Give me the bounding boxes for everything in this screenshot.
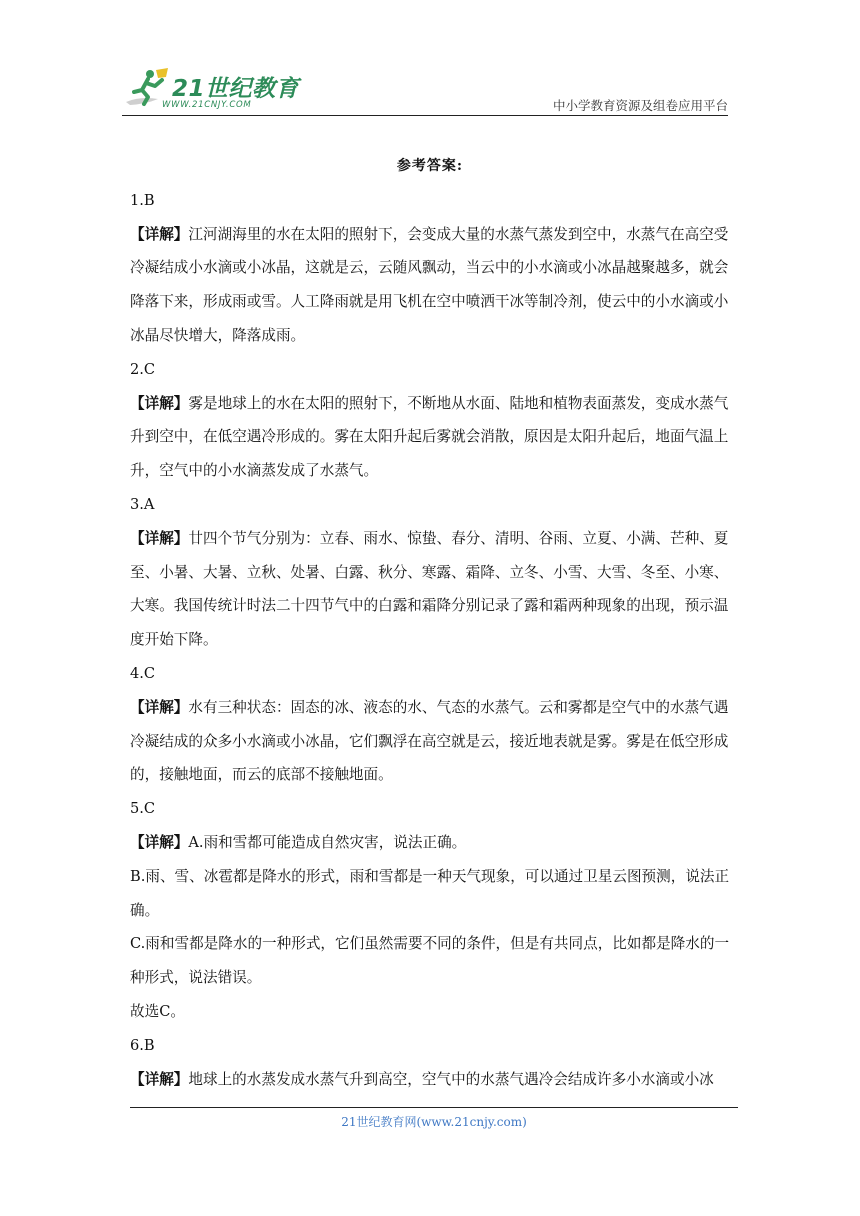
explanation-label: 【详解】 — [130, 529, 189, 547]
footer-divider — [130, 1107, 738, 1108]
answer-item-2 — [130, 353, 730, 488]
answer-number: 3.A — [130, 495, 155, 513]
option-c-explanation: C.雨和雪都是降水的一种形式，它们虽然需要不同的条件，但是有共同点，比如都是降水的一种形式，说法错误。 — [130, 935, 730, 987]
explanation-label: 【详解】 — [130, 833, 189, 851]
explanation-label: 【详解】 — [130, 1070, 189, 1088]
explanation-label: 【详解】 — [130, 225, 189, 243]
explanation-text: 廿四个节气分别为：立春、雨水、惊蛰、春分、清明、谷雨、立夏、小满、芒种、夏至、小暑、大暑、立秋、处暑、白露、秋分、寒露、霜降、立冬、小雪、大雪、冬至、小寒、大寒。我国传统计时法二十四节气中的白露和霜降分别记录了露和霜两种现象的出现，预示温度开始下降。 — [130, 529, 729, 649]
answer-content — [130, 150, 730, 1096]
answer-explanation — [130, 1063, 730, 1097]
answer-number: 4.C — [130, 664, 156, 682]
answer-item-3 — [130, 488, 730, 657]
platform-slogan: 中小学教育资源及组卷应用平台 — [552, 98, 728, 113]
answer-explanation — [130, 691, 730, 792]
answer-explanation — [130, 522, 730, 657]
page-header — [122, 62, 728, 118]
answer-item-1 — [130, 184, 730, 353]
answer-number: 2.C — [130, 360, 156, 378]
logo-url: WWW.21CNJY.COM — [162, 100, 252, 110]
explanation-text: A.雨和雪都可能造成自然灾害，说法正确。 — [188, 833, 467, 851]
final-choice: 故选C。 — [130, 1002, 185, 1020]
answer-explanation — [130, 387, 730, 488]
explanation-label: 【详解】 — [130, 698, 189, 716]
answer-item-6 — [130, 1029, 730, 1097]
site-logo — [122, 62, 298, 114]
answer-explanation — [130, 218, 730, 353]
explanation-text: 雾是地球上的水在太阳的照射下，不断地从水面、陆地和植物表面蒸发，变成水蒸气升到空中，在低空遇冷形成的。雾在太阳升起后雾就会消散，原因是太阳升起后，地面气温上升，空气中的小水滴蒸发成了水蒸气。 — [130, 394, 729, 480]
answer-number: 5.C — [130, 800, 156, 818]
footer-link[interactable]: 21世纪教育网(www.21cnjy.com) — [341, 1115, 527, 1129]
answer-number: 1.B — [130, 191, 155, 209]
answer-number: 6.B — [130, 1036, 155, 1054]
explanation-text: 水有三种状态：固态的冰、液态的水、气态的水蒸气。云和雾都是空气中的水蒸气遇冷凝结成的众多小水滴或小冰晶，它们飘浮在高空就是云，接近地表就是雾。雾是在低空形成的，接触地面，而云的底部不接触地面。 — [130, 698, 729, 784]
logo-wordmark: 21世纪教育 — [172, 76, 300, 102]
header-divider — [122, 115, 728, 116]
explanation-label: 【详解】 — [130, 394, 189, 412]
answer-title: 参考答案: — [396, 158, 464, 174]
answer-item-5 — [130, 792, 730, 1029]
option-b-explanation: B.雨、雪、冰雹都是降水的形式，雨和雪都是一种天气现象，可以通过卫星云图预测，说法正确。 — [130, 867, 730, 919]
explanation-text: 江河湖海里的水在太阳的照射下，会变成大量的水蒸气蒸发到空中，水蒸气在高空受冷凝结成小水滴或小冰晶，这就是云，云随风飘动，当云中的小水滴或小冰晶越聚越多，就会降落下来，形成雨或雪。人工降雨就是用飞机在空中喷洒干冰等制冷剂，使云中的小水滴或小冰晶尽快增大，降落成雨。 — [130, 225, 729, 344]
explanation-text: 地球上的水蒸发成水蒸气升到高空，空气中的水蒸气遇冷会结成许多小水滴或小冰 — [188, 1070, 714, 1088]
answer-item-4 — [130, 657, 730, 792]
answer-explanation — [130, 826, 730, 860]
